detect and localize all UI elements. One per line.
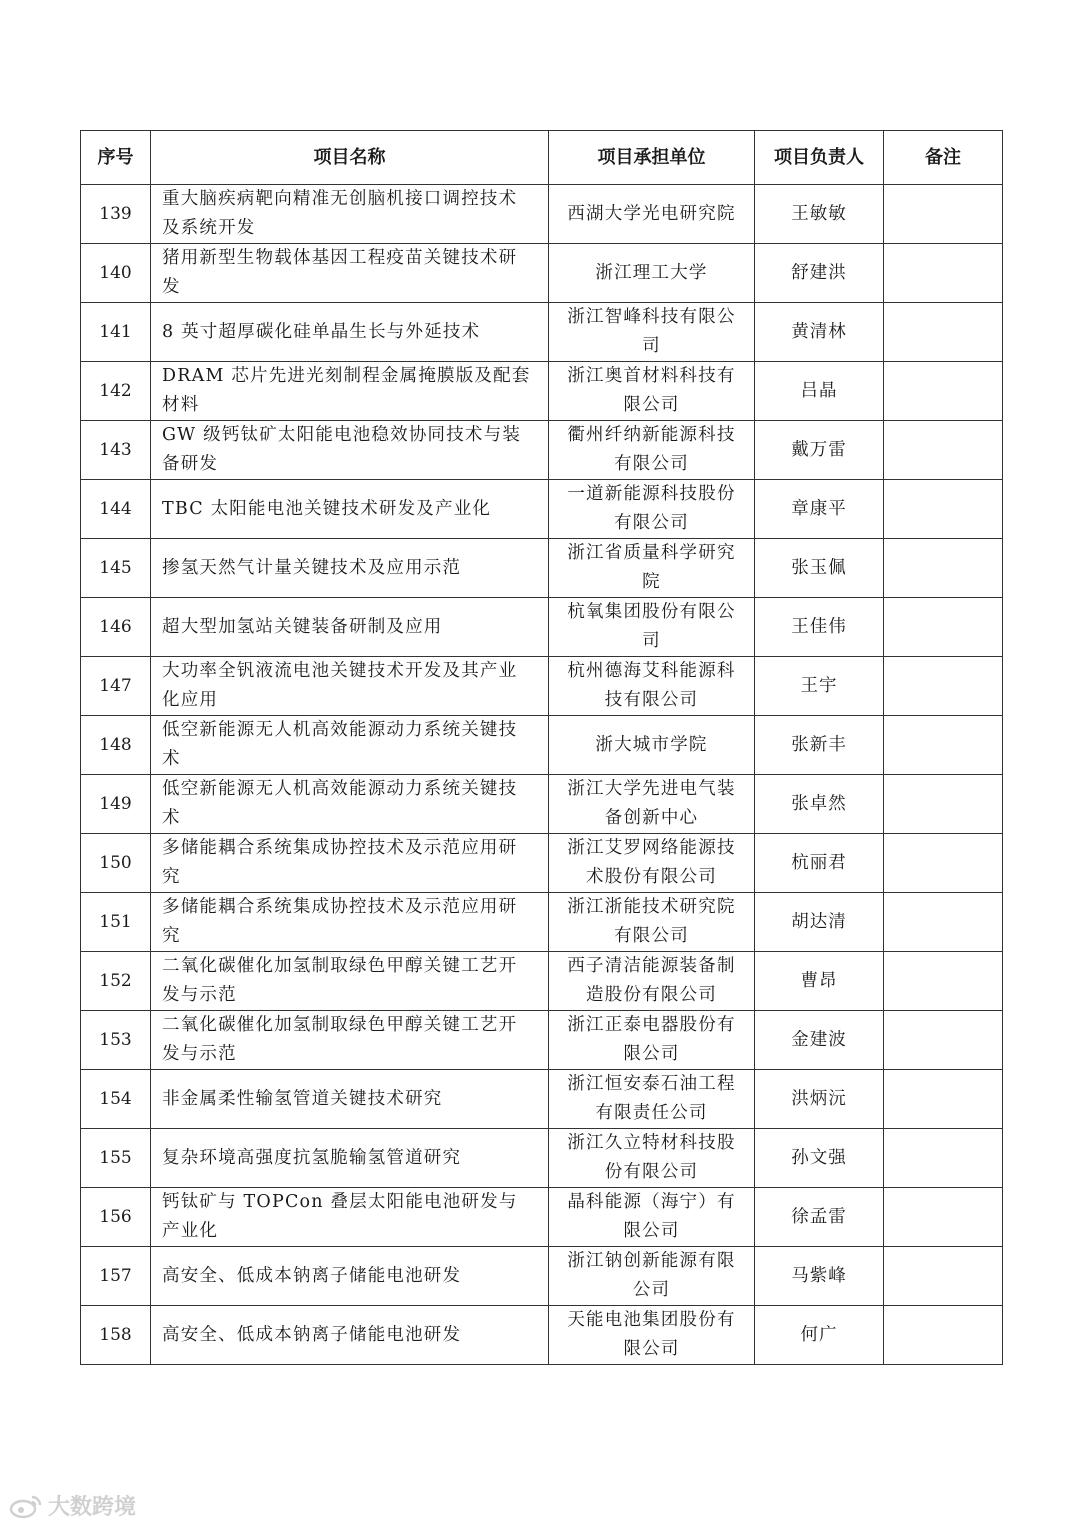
watermark-text: 大数跨境 bbox=[48, 1495, 137, 1520]
cell-project-leader: 吕晶 bbox=[755, 362, 884, 421]
cell-project-name: 高安全、低成本钠离子储能电池研发 bbox=[151, 1247, 549, 1306]
cell-seq: 152 bbox=[81, 952, 151, 1011]
cell-seq: 141 bbox=[81, 303, 151, 362]
table-row bbox=[81, 1129, 1003, 1188]
cell-remarks bbox=[884, 362, 1003, 421]
cell-project-leader: 张卓然 bbox=[755, 775, 884, 834]
table-row bbox=[81, 539, 1003, 598]
cell-remarks bbox=[884, 1070, 1003, 1129]
cell-project-leader: 徐孟雷 bbox=[755, 1188, 884, 1247]
cell-seq: 148 bbox=[81, 716, 151, 775]
cell-project-name: 高安全、低成本钠离子储能电池研发 bbox=[151, 1306, 549, 1365]
header-row bbox=[81, 131, 1003, 185]
cell-seq: 150 bbox=[81, 834, 151, 893]
cell-project-name: 低空新能源无人机高效能源动力系统关键技术 bbox=[151, 775, 549, 834]
header-undertaking-unit: 项目承担单位 bbox=[549, 131, 755, 185]
cell-project-name: 8 英寸超厚碳化硅单晶生长与外延技术 bbox=[151, 303, 549, 362]
cell-project-name: 多储能耦合系统集成协控技术及示范应用研究 bbox=[151, 834, 549, 893]
header-project-leader: 项目负责人 bbox=[755, 131, 884, 185]
cell-remarks bbox=[884, 1306, 1003, 1365]
cell-project-name: 重大脑疾病靶向精准无创脑机接口调控技术及系统开发 bbox=[151, 185, 549, 244]
cell-project-leader: 张玉佩 bbox=[755, 539, 884, 598]
cell-project-leader: 孙文强 bbox=[755, 1129, 884, 1188]
table-row bbox=[81, 657, 1003, 716]
cell-seq: 155 bbox=[81, 1129, 151, 1188]
header-remarks: 备注 bbox=[884, 131, 1003, 185]
cell-remarks bbox=[884, 834, 1003, 893]
cell-undertaking-unit: 衢州纤纳新能源科技有限公司 bbox=[549, 421, 755, 480]
cell-project-name: TBC 太阳能电池关键技术研发及产业化 bbox=[151, 480, 549, 539]
cell-remarks bbox=[884, 539, 1003, 598]
cell-remarks bbox=[884, 421, 1003, 480]
cell-project-name: 多储能耦合系统集成协控技术及示范应用研究 bbox=[151, 893, 549, 952]
cell-remarks bbox=[884, 185, 1003, 244]
cell-project-name: DRAM 芯片先进光刻制程金属掩膜版及配套材料 bbox=[151, 362, 549, 421]
cell-seq: 144 bbox=[81, 480, 151, 539]
cell-seq: 154 bbox=[81, 1070, 151, 1129]
cell-remarks bbox=[884, 775, 1003, 834]
cell-remarks bbox=[884, 657, 1003, 716]
cell-undertaking-unit: 浙江智峰科技有限公司 bbox=[549, 303, 755, 362]
cell-undertaking-unit: 浙江久立特材科技股份有限公司 bbox=[549, 1129, 755, 1188]
cell-undertaking-unit: 杭氧集团股份有限公司 bbox=[549, 598, 755, 657]
cell-project-name: GW 级钙钛矿太阳能电池稳效协同技术与装备研发 bbox=[151, 421, 549, 480]
table-row bbox=[81, 1188, 1003, 1247]
table-row bbox=[81, 1070, 1003, 1129]
cell-seq: 153 bbox=[81, 1011, 151, 1070]
cell-project-leader: 马紫峰 bbox=[755, 1247, 884, 1306]
cell-undertaking-unit: 浙江艾罗网络能源技术股份有限公司 bbox=[549, 834, 755, 893]
cell-undertaking-unit: 西子清洁能源装备制造股份有限公司 bbox=[549, 952, 755, 1011]
table-row bbox=[81, 834, 1003, 893]
table-body bbox=[81, 185, 1003, 1365]
cell-seq: 147 bbox=[81, 657, 151, 716]
header-seq: 序号 bbox=[81, 131, 151, 185]
cell-project-leader: 王宇 bbox=[755, 657, 884, 716]
table-row bbox=[81, 480, 1003, 539]
table-row bbox=[81, 598, 1003, 657]
cell-seq: 143 bbox=[81, 421, 151, 480]
table-row bbox=[81, 1306, 1003, 1365]
cell-project-name: 非金属柔性输氢管道关键技术研究 bbox=[151, 1070, 549, 1129]
cell-project-leader: 何广 bbox=[755, 1306, 884, 1365]
cell-remarks bbox=[884, 1011, 1003, 1070]
cell-seq: 157 bbox=[81, 1247, 151, 1306]
table-row bbox=[81, 362, 1003, 421]
table-row bbox=[81, 893, 1003, 952]
cell-remarks bbox=[884, 1188, 1003, 1247]
table-row bbox=[81, 716, 1003, 775]
cell-seq: 142 bbox=[81, 362, 151, 421]
cell-project-leader: 胡达清 bbox=[755, 893, 884, 952]
cell-seq: 145 bbox=[81, 539, 151, 598]
cell-project-name: 二氧化碳催化加氢制取绿色甲醇关键工艺开发与示范 bbox=[151, 952, 549, 1011]
cell-project-leader: 戴万雷 bbox=[755, 421, 884, 480]
cell-seq: 146 bbox=[81, 598, 151, 657]
table-row bbox=[81, 775, 1003, 834]
cell-undertaking-unit: 浙江大学先进电气装备创新中心 bbox=[549, 775, 755, 834]
cell-seq: 139 bbox=[81, 185, 151, 244]
cell-project-name: 超大型加氢站关键装备研制及应用 bbox=[151, 598, 549, 657]
cell-undertaking-unit: 浙江浙能技术研究院有限公司 bbox=[549, 893, 755, 952]
cell-project-leader: 黄清林 bbox=[755, 303, 884, 362]
cell-remarks bbox=[884, 303, 1003, 362]
project-list-table bbox=[80, 130, 1003, 1365]
cell-project-name: 复杂环境高强度抗氢脆输氢管道研究 bbox=[151, 1129, 549, 1188]
cell-undertaking-unit: 杭州德海艾科能源科技有限公司 bbox=[549, 657, 755, 716]
cell-undertaking-unit: 浙江省质量科学研究院 bbox=[549, 539, 755, 598]
cell-seq: 149 bbox=[81, 775, 151, 834]
cell-remarks bbox=[884, 1247, 1003, 1306]
cell-remarks bbox=[884, 244, 1003, 303]
cell-remarks bbox=[884, 1129, 1003, 1188]
cell-project-leader: 章康平 bbox=[755, 480, 884, 539]
cell-undertaking-unit: 浙大城市学院 bbox=[549, 716, 755, 775]
cell-project-leader: 杭丽君 bbox=[755, 834, 884, 893]
cell-undertaking-unit: 浙江理工大学 bbox=[549, 244, 755, 303]
table-row bbox=[81, 244, 1003, 303]
table-row bbox=[81, 1247, 1003, 1306]
cell-project-name: 大功率全钒液流电池关键技术开发及其产业化应用 bbox=[151, 657, 549, 716]
cell-undertaking-unit: 一道新能源科技股份有限公司 bbox=[549, 480, 755, 539]
cell-project-name: 低空新能源无人机高效能源动力系统关键技术 bbox=[151, 716, 549, 775]
watermark bbox=[8, 1490, 136, 1521]
cell-seq: 140 bbox=[81, 244, 151, 303]
cell-project-leader: 曹昂 bbox=[755, 952, 884, 1011]
cell-undertaking-unit: 浙江钠创新能源有限公司 bbox=[549, 1247, 755, 1306]
cell-undertaking-unit: 天能电池集团股份有限公司 bbox=[549, 1306, 755, 1365]
cell-seq: 156 bbox=[81, 1188, 151, 1247]
cell-project-name: 钙钛矿与 TOPCon 叠层太阳能电池研发与产业化 bbox=[151, 1188, 549, 1247]
cell-seq: 151 bbox=[81, 893, 151, 952]
cell-undertaking-unit: 西湖大学光电研究院 bbox=[549, 185, 755, 244]
weibo-logo-icon bbox=[8, 1493, 44, 1519]
cell-undertaking-unit: 浙江奥首材料科技有限公司 bbox=[549, 362, 755, 421]
table-row bbox=[81, 421, 1003, 480]
cell-remarks bbox=[884, 716, 1003, 775]
cell-remarks bbox=[884, 598, 1003, 657]
cell-project-name: 二氧化碳催化加氢制取绿色甲醇关键工艺开发与示范 bbox=[151, 1011, 549, 1070]
table-row bbox=[81, 185, 1003, 244]
header-project-name: 项目名称 bbox=[151, 131, 549, 185]
cell-project-name: 掺氢天然气计量关键技术及应用示范 bbox=[151, 539, 549, 598]
cell-seq: 158 bbox=[81, 1306, 151, 1365]
cell-undertaking-unit: 晶科能源（海宁）有限公司 bbox=[549, 1188, 755, 1247]
cell-remarks bbox=[884, 893, 1003, 952]
cell-undertaking-unit: 浙江正泰电器股份有限公司 bbox=[549, 1011, 755, 1070]
table-row bbox=[81, 303, 1003, 362]
cell-project-leader: 金建波 bbox=[755, 1011, 884, 1070]
cell-project-name: 猪用新型生物载体基因工程疫苗关键技术研发 bbox=[151, 244, 549, 303]
cell-project-leader: 舒建洪 bbox=[755, 244, 884, 303]
table-row bbox=[81, 1011, 1003, 1070]
cell-project-leader: 王敏敏 bbox=[755, 185, 884, 244]
cell-undertaking-unit: 浙江恒安泰石油工程有限责任公司 bbox=[549, 1070, 755, 1129]
cell-project-leader: 洪炳沅 bbox=[755, 1070, 884, 1129]
cell-remarks bbox=[884, 952, 1003, 1011]
cell-project-leader: 王佳伟 bbox=[755, 598, 884, 657]
table-row bbox=[81, 952, 1003, 1011]
cell-remarks bbox=[884, 480, 1003, 539]
table-header bbox=[81, 131, 1003, 185]
cell-project-leader: 张新丰 bbox=[755, 716, 884, 775]
